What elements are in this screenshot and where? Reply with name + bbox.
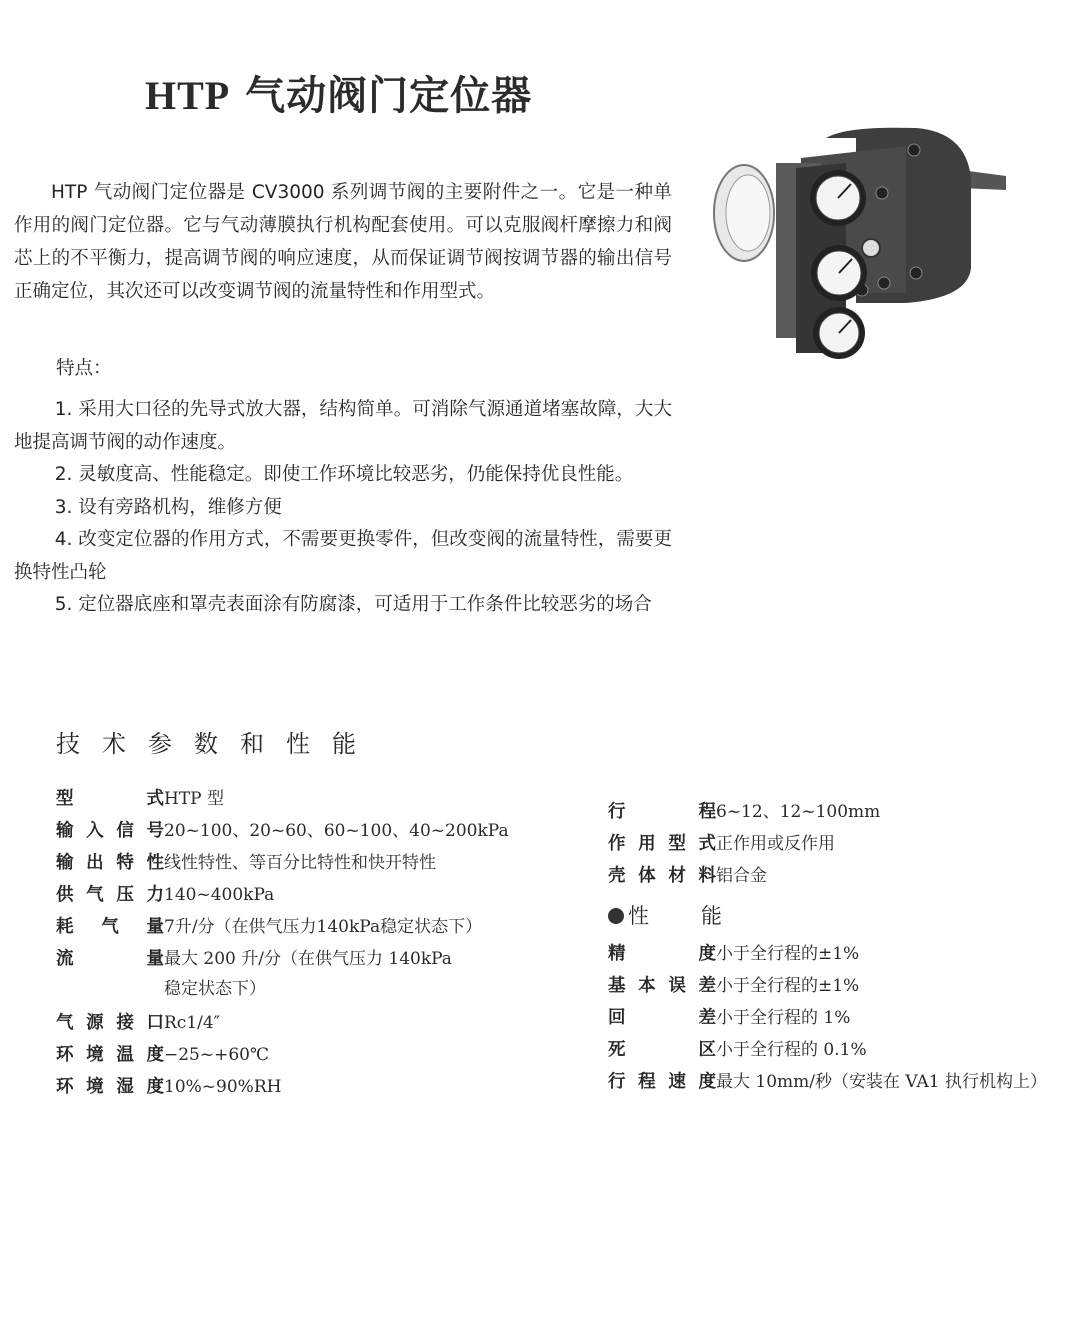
- feature-item: 3. 设有旁路机构，维修方便: [54, 496, 282, 518]
- spec-row-action-type: [608, 829, 1068, 861]
- features-label: 特点：: [56, 358, 112, 379]
- perf-row-dead-band: [608, 1035, 1068, 1067]
- spec-label: 环 境 温 度: [56, 1045, 164, 1065]
- spec-value: 线性特性、等百分比特性和快开特性: [164, 853, 436, 873]
- spec-label: 精 度: [608, 944, 716, 964]
- spec-value: 最大 10mm/秒（安装在 VA1 执行机构上）: [716, 1072, 1048, 1092]
- spec-value: 6~12、12~100mm: [716, 802, 881, 822]
- spec-row-flow: [56, 944, 556, 1008]
- pressure-gauge-icon: [810, 170, 867, 359]
- performance-heading: 性 能: [608, 893, 1068, 939]
- title-latin: HTP: [145, 73, 231, 118]
- spec-value: 最大 200 升/分（在供气压力 140kPa 稳定状态下）: [164, 949, 452, 999]
- feature-item: 5. 定位器底座和罩壳表面涂有防腐漆，可适用于工作条件比较恶劣的场合: [54, 594, 652, 615]
- spec-value: 10%~90%RH: [164, 1077, 282, 1097]
- spec-row-air-connection: [56, 1008, 556, 1040]
- spec-label: 耗 气 量: [56, 917, 164, 937]
- specs-right-table: [608, 797, 1068, 1099]
- feature-item: 4. 改变定位器的作用方式，不需要更换零件，但改变阀的流量特性，需要更换特性凸轮: [14, 529, 672, 583]
- spec-row-supply-pressure: [56, 880, 556, 912]
- spec-value: 小于全行程的 1%: [716, 1008, 851, 1028]
- spec-row-output-characteristic: [56, 848, 556, 880]
- perf-row-stroke-speed: [608, 1067, 1068, 1099]
- spec-row-ambient-temperature: [56, 1040, 556, 1072]
- perf-row-hysteresis: [608, 1003, 1068, 1035]
- intro-paragraph: HTP 气动阀门定位器是 CV3000 系列调节阀的主要附件之一。它是一种单作用的阀门定位器。它与气动薄膜执行机构配套使用。可以克服阀杆摩擦力和阀芯上的不平衡力，提高调节阀的响应速度，从而保证调节阀按调节器的输出信号正确定位，其次还可以改变调节阀的流量特性和作用型式。: [14, 182, 672, 302]
- spec-label: 流 量: [56, 949, 164, 969]
- spec-row-stroke: [608, 797, 1068, 829]
- spec-value: 正作用或反作用: [716, 834, 835, 854]
- spec-label: 供 气 压 力: [56, 885, 164, 905]
- spec-value: 20~100、20~60、60~100、40~200kPa: [164, 821, 509, 841]
- spec-label: 型 式: [56, 789, 164, 809]
- spec-value: Rc1/4″: [164, 1013, 221, 1033]
- spec-value: 小于全行程的±1%: [716, 976, 860, 996]
- positioner-illustration-icon: [706, 118, 1006, 368]
- spec-label: 死 区: [608, 1040, 716, 1060]
- spec-value: 7升/分（在供气压力140kPa稳定状态下）: [164, 917, 483, 937]
- spec-label: 回 差: [608, 1008, 716, 1028]
- spec-label: 作 用 型 式: [608, 834, 716, 854]
- spec-label: 基 本 误 差: [608, 976, 716, 996]
- feature-item: 1. 采用大口径的先导式放大器，结构简单。可消除气源通道堵塞故障，大大地提高调节阀的动作速度。: [14, 399, 672, 453]
- spec-label: 壳 体 材 料: [608, 866, 716, 886]
- perf-row-accuracy: [608, 939, 1068, 971]
- page-title: [145, 64, 532, 121]
- spec-value: 铝合金: [716, 866, 767, 886]
- spec-row-housing-material: [608, 861, 1068, 893]
- spec-value: −25~+60℃: [164, 1045, 270, 1065]
- spec-label: 气 源 接 口: [56, 1013, 164, 1033]
- features-list: [14, 394, 672, 622]
- tech-section-heading: 技术参数和性能: [56, 730, 378, 758]
- spec-value: 140~400kPa: [164, 885, 275, 905]
- perf-row-basic-error: [608, 971, 1068, 1003]
- spec-value: HTP 型: [164, 789, 225, 809]
- spec-label: 输 出 特 性: [56, 853, 164, 873]
- specs-left-table: [56, 784, 556, 1104]
- title-cn: 气动阀门定位器: [245, 73, 533, 119]
- spec-value: 小于全行程的±1%: [716, 944, 860, 964]
- bullet-icon: [608, 908, 624, 924]
- spec-row-air-consumption: [56, 912, 556, 944]
- spec-label: 输 入 信 号: [56, 821, 164, 841]
- spec-row-ambient-humidity: [56, 1072, 556, 1104]
- intro-section: [14, 176, 672, 308]
- product-photo: [706, 118, 1006, 368]
- spec-row-type: [56, 784, 556, 816]
- feature-item: 2. 灵敏度高、性能稳定。即使工作环境比较恶劣，仍能保持优良性能。: [54, 464, 634, 485]
- spec-row-input-signal: [56, 816, 556, 848]
- spec-label: 行 程 速 度: [608, 1072, 716, 1092]
- spec-value: 小于全行程的 0.1%: [716, 1040, 867, 1060]
- spec-label: 行 程: [608, 802, 716, 822]
- spec-label: 环 境 湿 度: [56, 1077, 164, 1097]
